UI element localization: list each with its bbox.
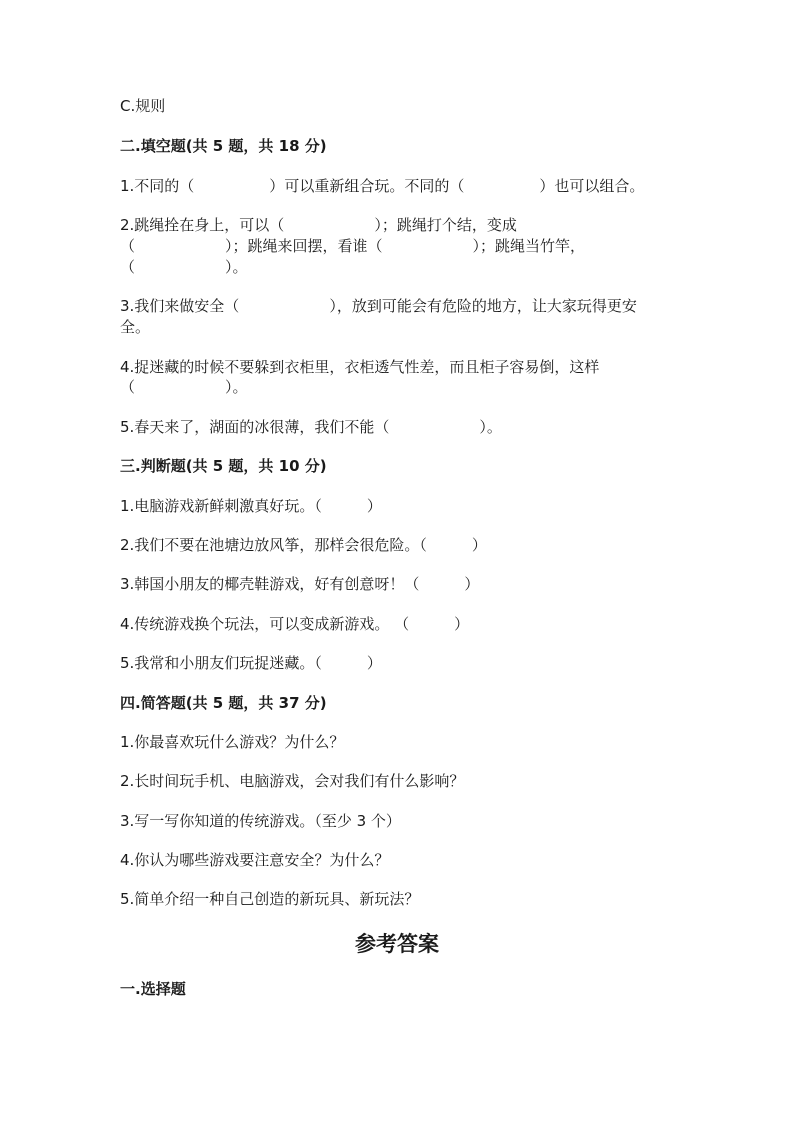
short-question-4: 4.你认为哪些游戏要注意安全？为什么？ <box>120 851 390 869</box>
judge-question-3: 3.韩国小朋友的椰壳鞋游戏，好有创意呀！（ ） <box>120 575 480 593</box>
short-question-3: 3.写一写你知道的传统游戏。（至少 3 个） <box>120 812 401 830</box>
fill-question-3-line1: 3.我们来做安全（ ），放到可能会有危险的地方，让大家玩得更安 <box>120 297 637 315</box>
fill-question-5: 5.春天来了，湖面的冰很薄，我们不能（ ）。 <box>120 418 502 436</box>
fill-question-2-line2: （ ）；跳绳来回摆，看谁（ ）；跳绳当竹竿， <box>120 237 586 255</box>
option-c: C.规则 <box>120 97 166 115</box>
fill-question-4-line2: （ ）。 <box>120 378 248 396</box>
judge-question-5: 5.我常和小朋友们玩捉迷藏。（ ） <box>120 654 382 672</box>
fill-question-4-line1: 4.捉迷藏的时候不要躲到衣柜里，衣柜透气性差，而且柜子容易倒，这样 <box>120 358 600 376</box>
short-question-5: 5.简单介绍一种自己创造的新玩具、新玩法？ <box>120 890 420 908</box>
judge-question-4: 4.传统游戏换个玩法，可以变成新游戏。 （ ） <box>120 615 470 633</box>
fill-question-1: 1.不同的（ ）可以重新组合玩。不同的（ ）也可以组合。 <box>120 177 645 195</box>
answers-section1-heading: 一.选择题 <box>120 980 186 998</box>
judge-question-1: 1.电脑游戏新鲜刺激真好玩。（ ） <box>120 497 382 515</box>
section2-heading: 二.填空题(共 5 题，共 18 分) <box>120 137 327 155</box>
fill-question-2-line1: 2.跳绳拴在身上，可以（ ）；跳绳打个结，变成 <box>120 216 517 234</box>
short-question-1: 1.你最喜欢玩什么游戏？为什么？ <box>120 733 345 751</box>
judge-question-2: 2.我们不要在池塘边放风筝，那样会很危险。（ ） <box>120 536 487 554</box>
section3-heading: 三.判断题(共 5 题，共 10 分) <box>120 457 327 475</box>
short-question-2: 2.长时间玩手机、电脑游戏，会对我们有什么影响？ <box>120 772 465 790</box>
section4-heading: 四.简答题(共 5 题，共 37 分) <box>120 694 327 712</box>
fill-question-3-line2: 全。 <box>120 318 151 336</box>
fill-question-2-line3: （ ）。 <box>120 258 248 276</box>
answers-title: 参考答案 <box>355 932 439 956</box>
